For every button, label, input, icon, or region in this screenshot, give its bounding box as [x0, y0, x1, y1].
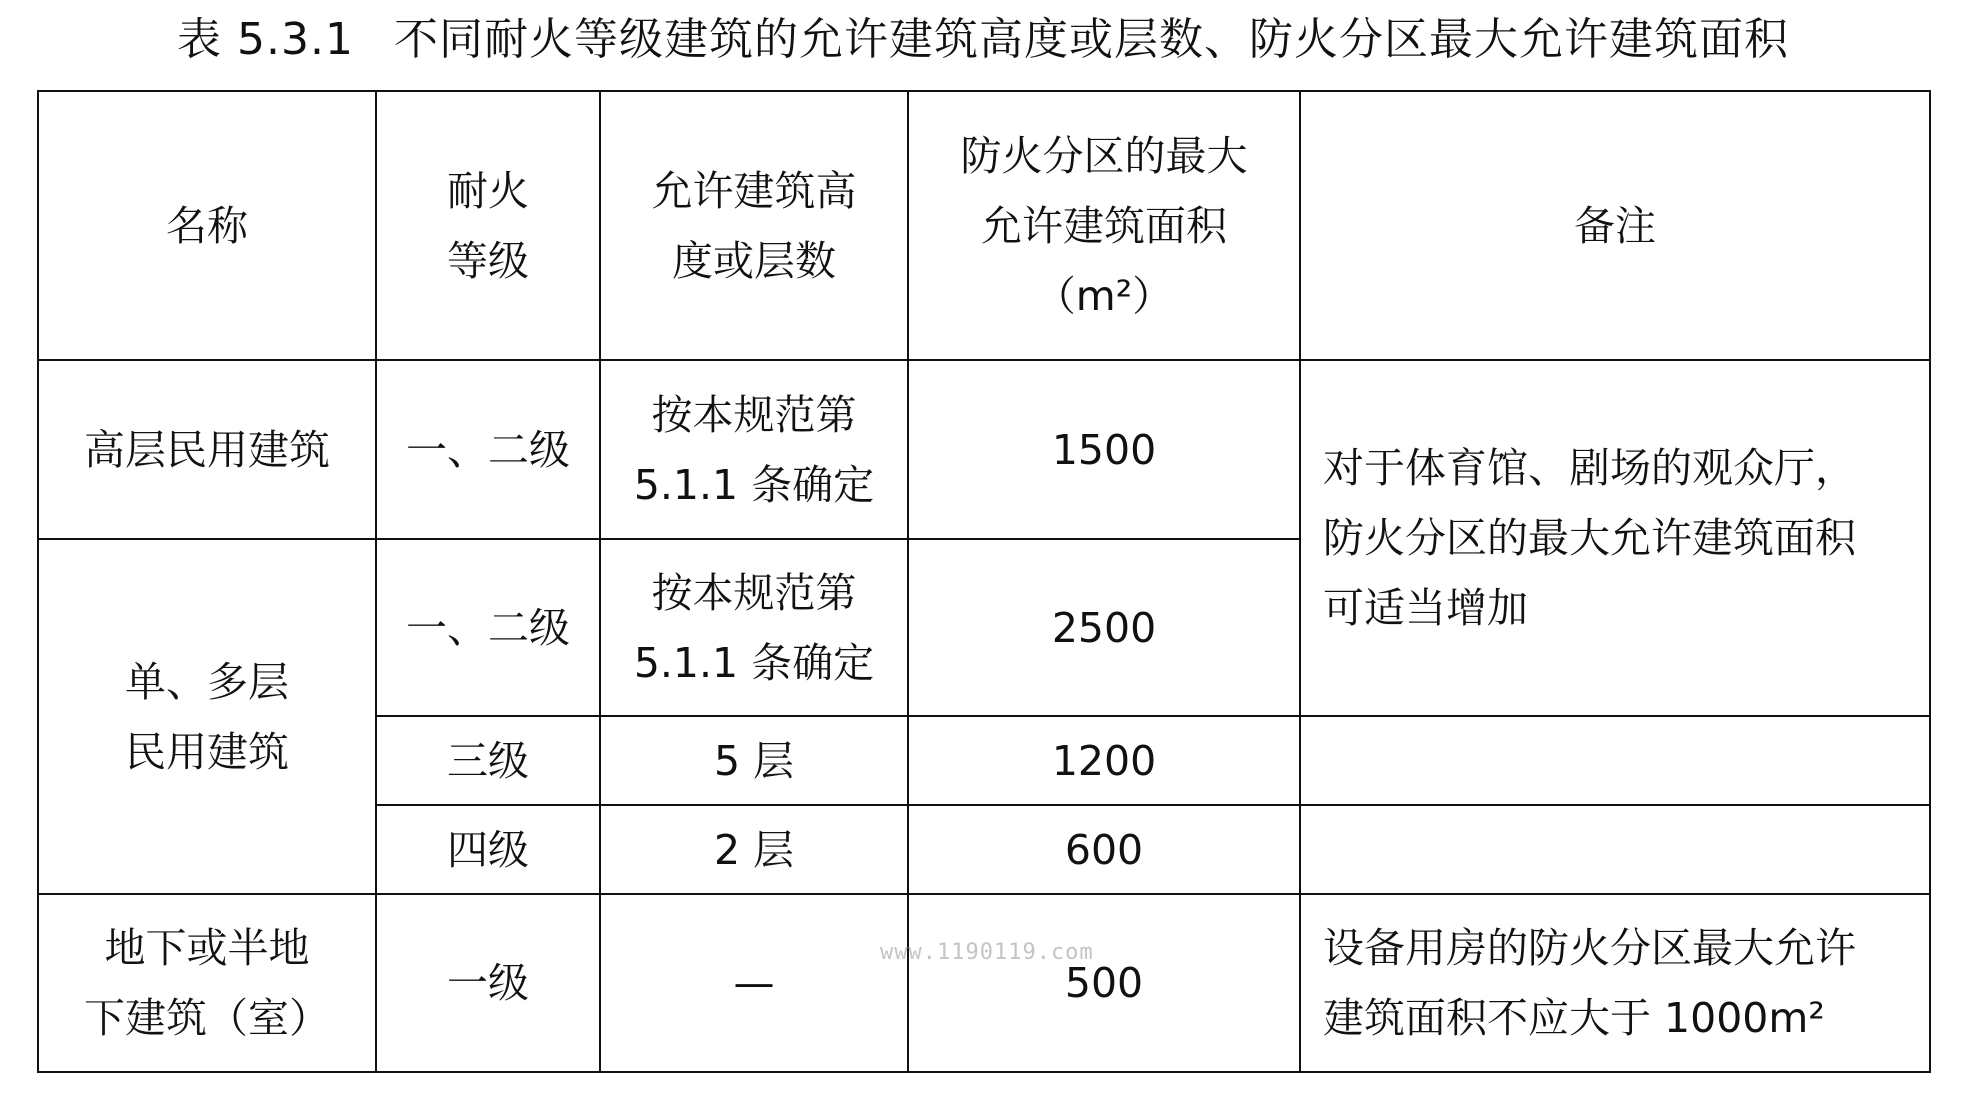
cell-allowed-height: 5 层 [600, 716, 908, 805]
cell-max-area: 500 [908, 894, 1300, 1072]
table-row [38, 894, 1930, 1072]
cell-max-area: 600 [908, 805, 1300, 894]
cell-allowed-height: 2 层 [600, 805, 908, 894]
cell-note: 设备用房的防火分区最大允许 建筑面积不应大于 1000m² [1300, 894, 1930, 1072]
cell-fire-rating: 一级 [376, 894, 600, 1072]
cell-max-area: 1500 [908, 360, 1300, 539]
cell-allowed-height: 按本规范第 5.1.1 条确定 [600, 539, 908, 716]
table-row [38, 360, 1930, 539]
cell-name: 高层民用建筑 [38, 360, 376, 539]
cell-fire-rating: 一、二级 [376, 539, 600, 716]
cell-note [1300, 805, 1930, 894]
cell-name: 地下或半地 下建筑（室） [38, 894, 376, 1072]
cell-max-area: 1200 [908, 716, 1300, 805]
header-note: 备注 [1300, 91, 1930, 360]
header-max-area: 防火分区的最大 允许建筑面积 （m²） [908, 91, 1300, 360]
cell-allowed-height: 按本规范第 5.1.1 条确定 [600, 360, 908, 539]
table-title: 不同耐火等级建筑的允许建筑高度或层数、防火分区最大允许建筑面积 [393, 14, 1789, 65]
cell-note [1300, 716, 1930, 805]
cell-fire-rating: 一、二级 [376, 360, 600, 539]
cell-max-area: 2500 [908, 539, 1300, 716]
table-header-row [38, 91, 1930, 360]
cell-allowed-height: — [600, 894, 908, 1072]
cell-fire-rating: 四级 [376, 805, 600, 894]
header-allowed-height: 允许建筑高 度或层数 [600, 91, 908, 360]
fire-compartment-table [37, 90, 1931, 1073]
cell-fire-rating: 三级 [376, 716, 600, 805]
cell-shared-note: 对于体育馆、剧场的观众厅， 防火分区的最大允许建筑面积 可适当增加 [1300, 360, 1930, 716]
table-caption [0, 10, 1966, 70]
header-fire-rating: 耐火 等级 [376, 91, 600, 360]
cell-name: 单、多层 民用建筑 [38, 539, 376, 894]
site-watermark: www.1190119.com [880, 940, 1094, 965]
table-number: 表 5.3.1 [177, 14, 354, 65]
header-name: 名称 [38, 91, 376, 360]
